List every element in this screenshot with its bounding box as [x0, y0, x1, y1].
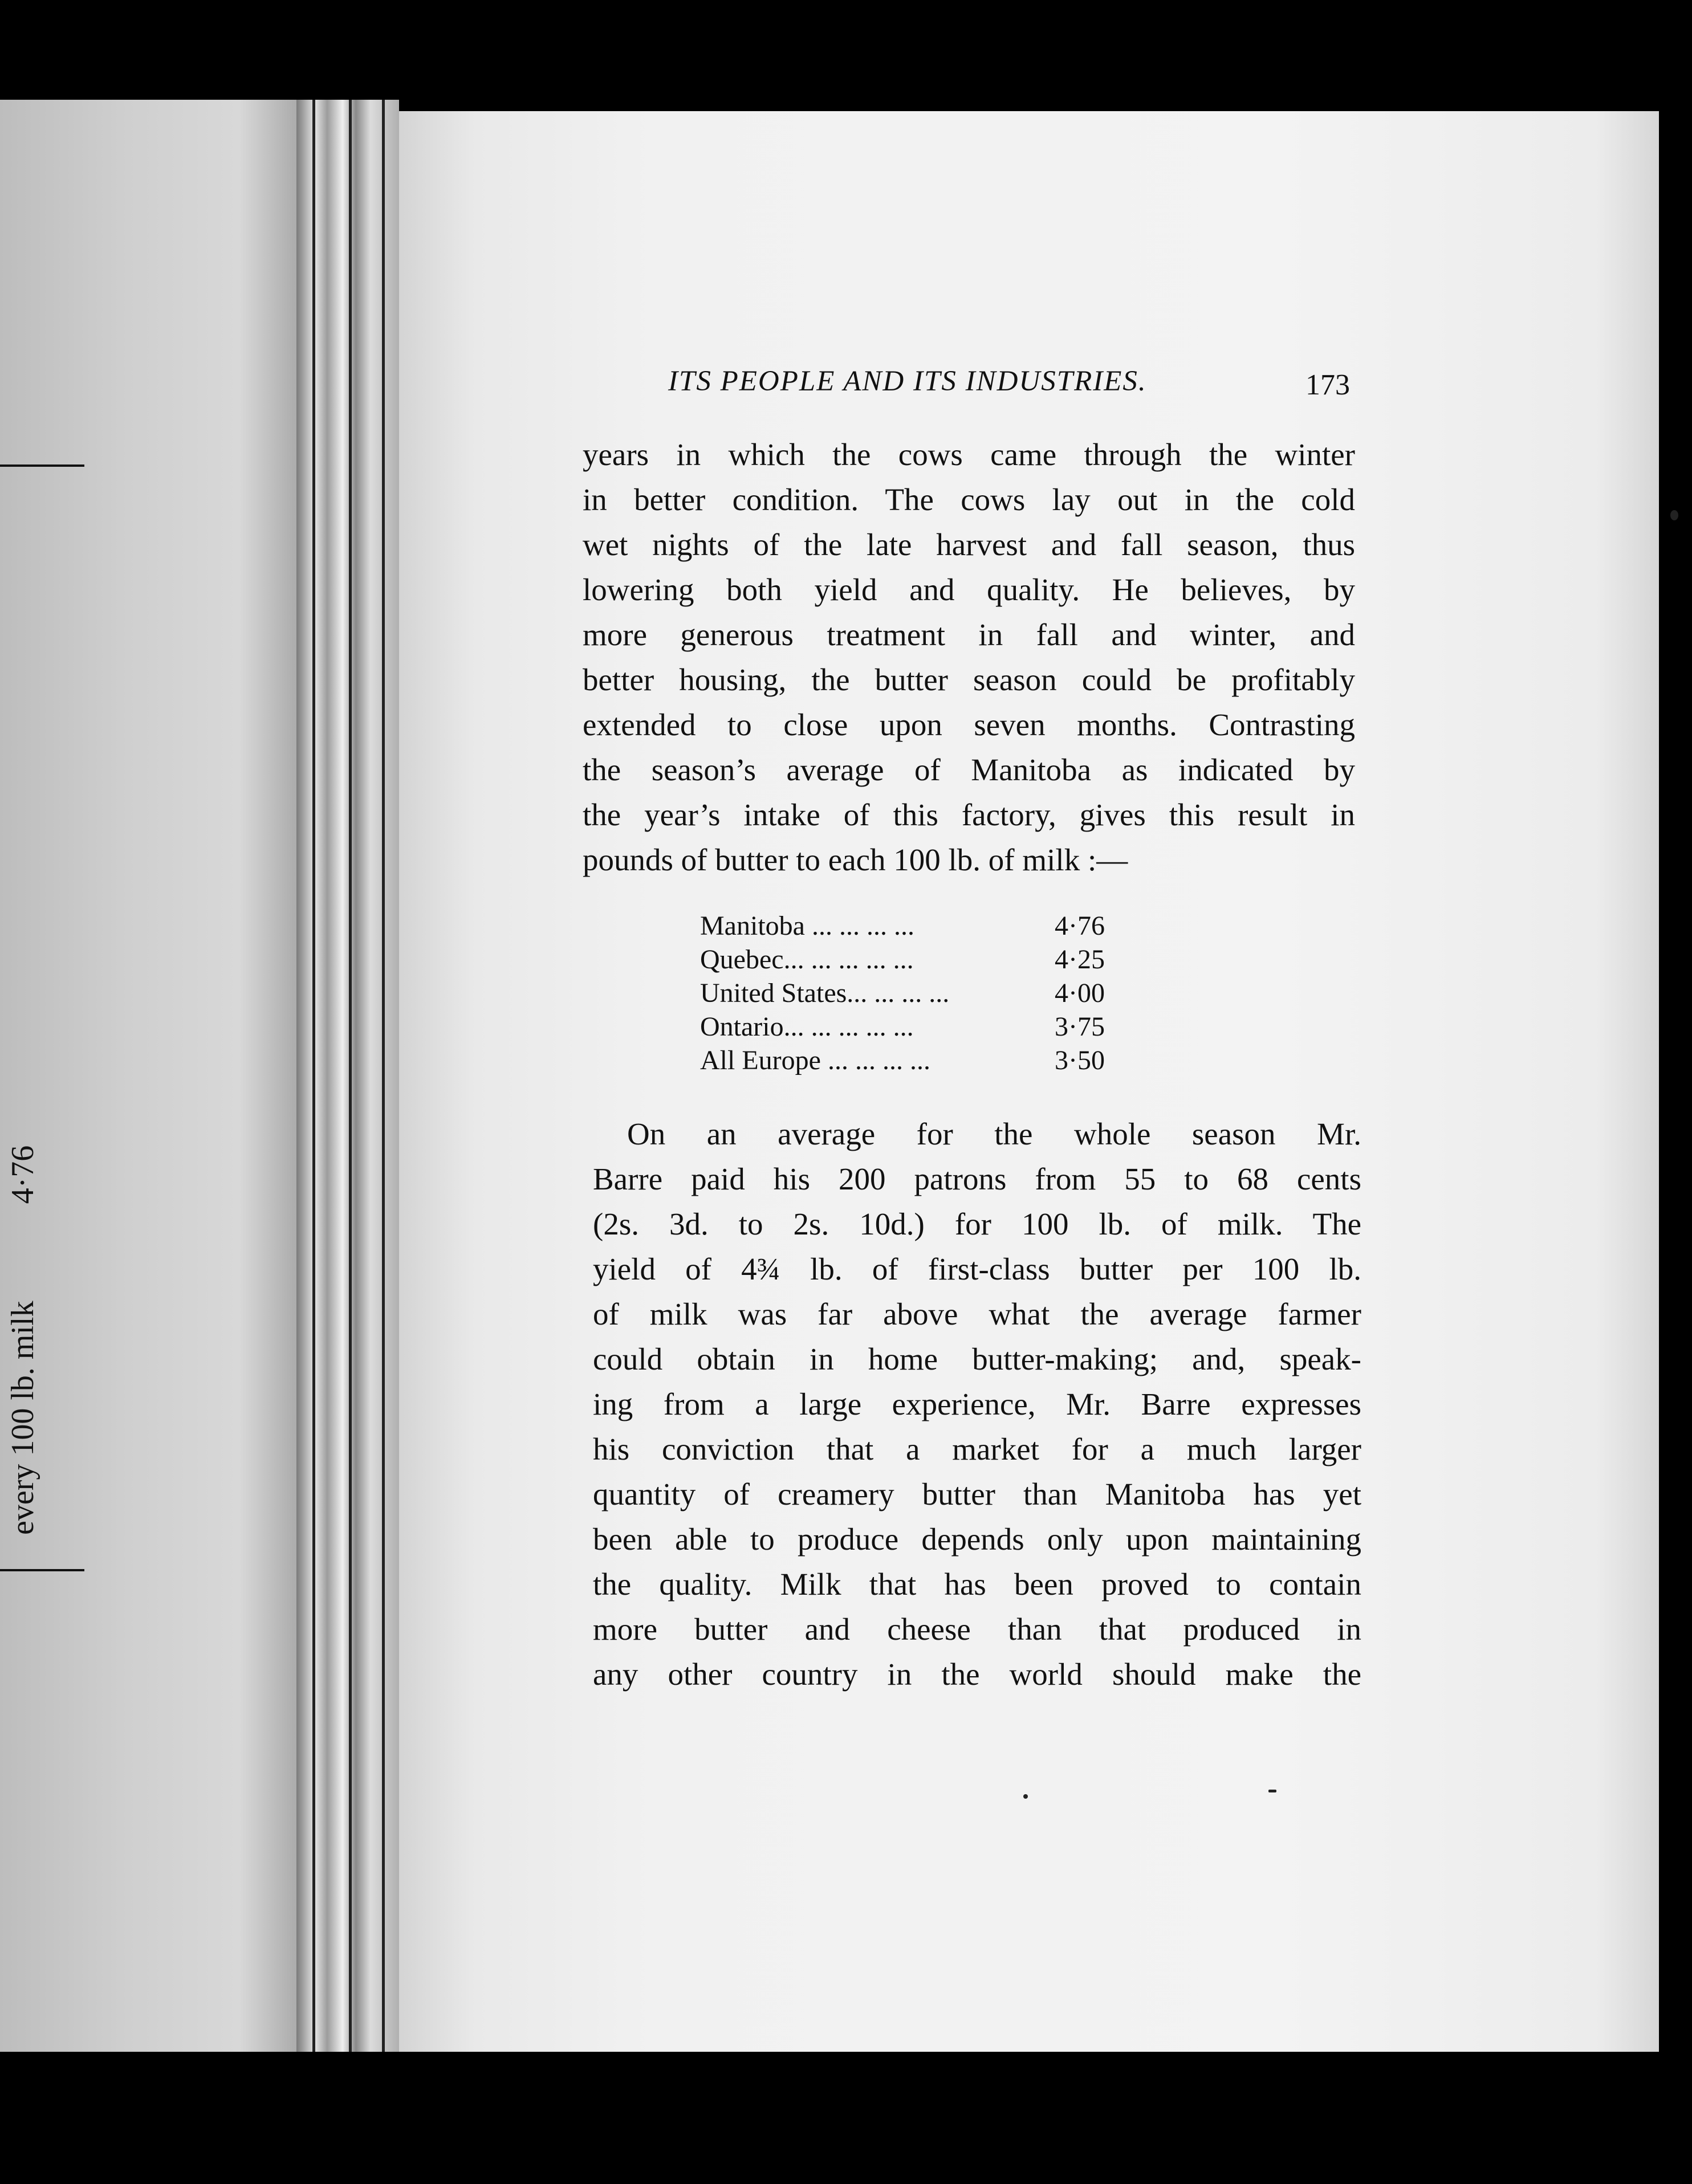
scan-speck [1670, 510, 1678, 520]
region-cell: Ontario... ... ... ... ... [700, 1012, 914, 1042]
gutter-crease [312, 100, 315, 2100]
left-vertical-value: 4·76 [5, 1145, 40, 1204]
left-page-rule-top [0, 464, 84, 467]
gutter-crease [382, 100, 385, 2100]
text-line: more butter and cheese than that produced in [593, 1612, 1361, 1647]
paragraph-1 [583, 432, 1355, 882]
value-cell: 4·25 [1055, 944, 1105, 975]
value-cell: 4·76 [1055, 911, 1105, 941]
page-number: 173 [1305, 369, 1350, 401]
region-cell: All Europe ... ... ... ... [700, 1045, 930, 1075]
text-line: his conviction that a market for a much larger [593, 1432, 1361, 1466]
text-line: any other country in the world should make the [593, 1657, 1361, 1692]
region-cell: Quebec... ... ... ... ... [700, 944, 914, 975]
text-line: in better condition. The cows lay out in the cold [583, 482, 1355, 517]
text-line: pounds of butter to each 100 lb. of milk :— [583, 842, 1128, 877]
region-cell: United States... ... ... ... [700, 978, 950, 1008]
text-line: extended to close upon seven months. Contrasting [583, 707, 1355, 742]
value-cell: 3·50 [1055, 1045, 1105, 1075]
text-line: On an average for the whole season Mr. [627, 1117, 1361, 1151]
butter-yield-table [700, 909, 1105, 1077]
text-line: lowering both yield and quality. He believes, by [583, 572, 1355, 607]
table-row [700, 943, 1105, 976]
scan-speck [1268, 1790, 1276, 1792]
table-row [700, 909, 1105, 943]
left-page-rule-bottom [0, 1569, 84, 1571]
value-cell: 4·00 [1055, 978, 1105, 1008]
book-gutter [296, 100, 399, 2100]
text-line: been able to produce depends only upon maintaining [593, 1522, 1361, 1556]
text-line: wet nights of the late harvest and fall season, thus [583, 527, 1355, 562]
text-line: the quality. Milk that has been proved to contain [593, 1567, 1361, 1602]
value-cell: 3·75 [1055, 1012, 1105, 1042]
paragraph-2 [593, 1111, 1361, 1697]
table-row [700, 1044, 1105, 1077]
text-line: better housing, the butter season could be profitably [583, 662, 1355, 697]
left-vertical-label: every 100 lb. milk [5, 1301, 40, 1535]
gutter-crease [349, 100, 352, 2100]
text-line: the season’s average of Manitoba as indicated by [583, 752, 1355, 787]
region-cell: Manitoba ... ... ... ... [700, 911, 914, 941]
text-line: of milk was far above what the average farmer [593, 1297, 1361, 1331]
text-line: yield of 4¾ lb. of first-class butter per 100 lb. [593, 1252, 1361, 1286]
table-row [700, 1010, 1105, 1044]
text-line: the year’s intake of this factory, gives this result in [583, 797, 1355, 832]
scanner-bed-edge [0, 2052, 1692, 2184]
text-line: ing from a large experience, Mr. Barre expresses [593, 1387, 1361, 1421]
text-line: more generous treatment in fall and winter, and [583, 617, 1355, 652]
table-row [700, 976, 1105, 1010]
text-line: quantity of creamery butter than Manitoba has yet [593, 1477, 1361, 1511]
running-head: ITS PEOPLE AND ITS INDUSTRIES. [668, 365, 1147, 397]
text-line: could obtain in home butter-making; and, speak- [593, 1342, 1361, 1376]
text-line: Barre paid his 200 patrons from 55 to 68 cents [593, 1162, 1361, 1196]
right-page [399, 111, 1659, 2100]
left-page-rotated-table-line [5, 1146, 41, 1535]
text-line: years in which the cows came through the winter [583, 437, 1355, 472]
left-page [0, 100, 319, 2100]
text-line: (2s. 3d. to 2s. 10d.) for 100 lb. of milk. The [593, 1207, 1361, 1241]
scan-speck [1023, 1794, 1028, 1799]
